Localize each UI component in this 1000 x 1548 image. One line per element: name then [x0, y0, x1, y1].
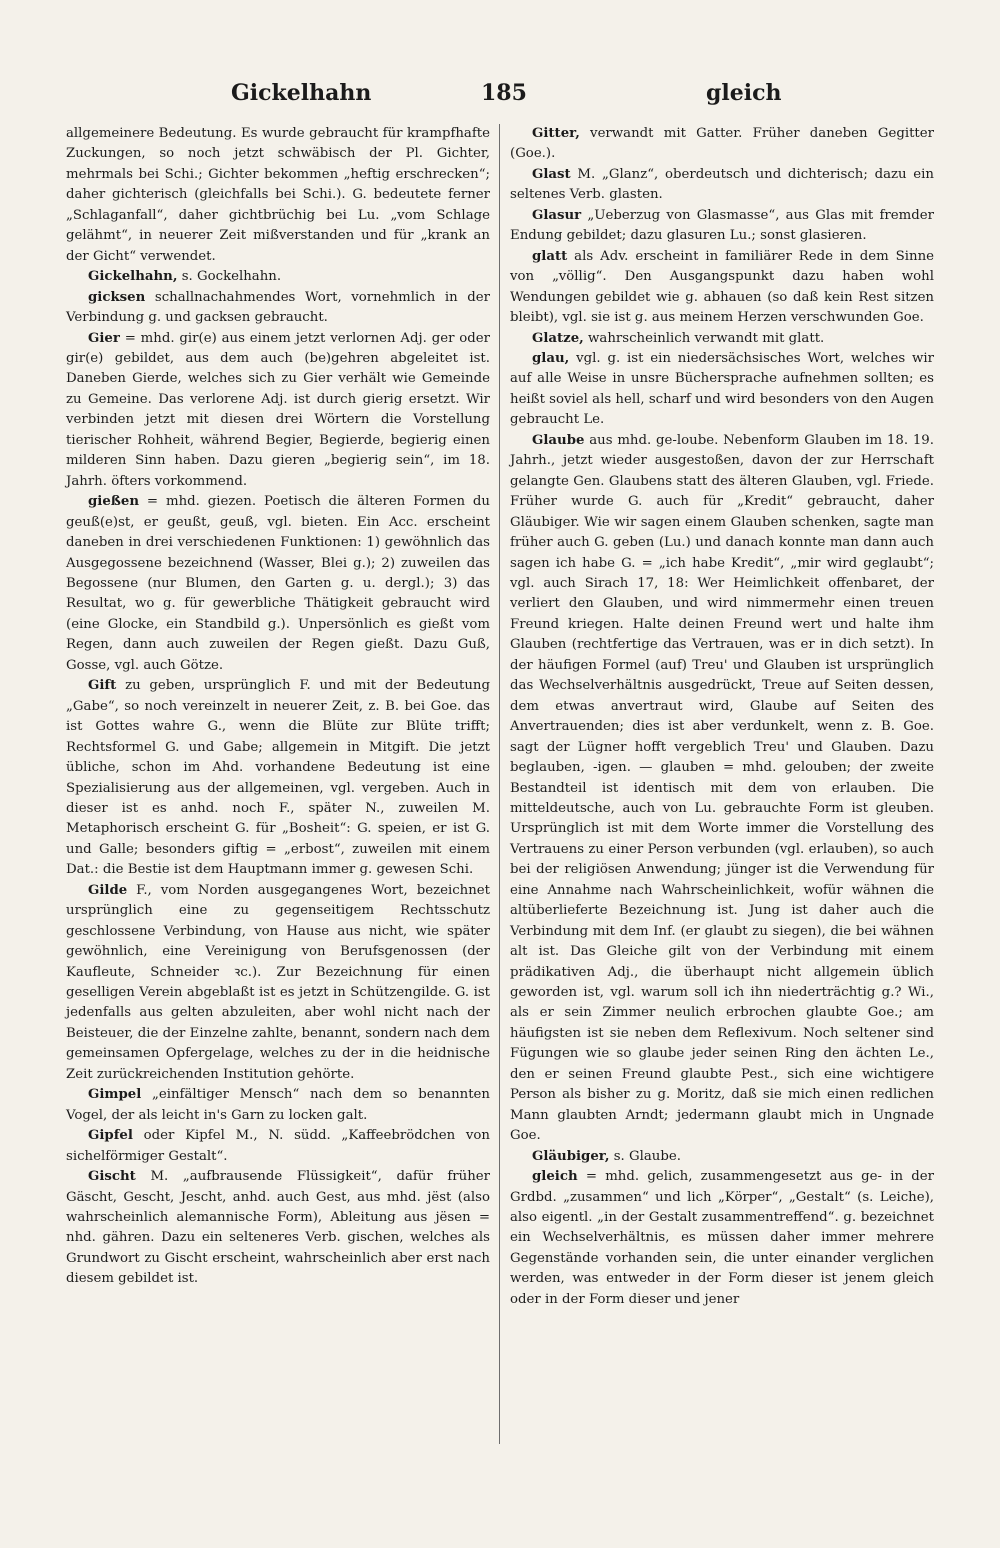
entry-giessen: gießen = mhd. giezen. Poetisch die älteren Formen du geuß(e)st, er geußt, geuß, vgl. bieten. Ein Acc. erscheint daneben in drei verschiedenen Funktionen: 1) gewöhnlich das Ausgegossene bezeichnend (Wasser, Blei g.); 2) zuweilen das Begossene (nur Blumen, den Garten g. u. dergl.); 3) das Resultat, wo g. für gewerbliche Thätigkeit gebraucht wird (eine Glocke, ein Standbild g.). Unpersönlich es gießt vom Regen, dann auch zuweilen der Regen gießt. Dazu Guß, Gosse, vgl. auch Götze.	[66, 494, 490, 673]
headword: Gickelhahn,	[88, 269, 178, 285]
left-column	[66, 124, 490, 1444]
headword: Glasur	[532, 207, 582, 223]
headword: glau,	[532, 350, 570, 366]
page-number: 185	[481, 80, 527, 106]
entry-glaeubiger: Gläubiger, s. Glaube.	[532, 1148, 681, 1164]
entry-glasur: Glasur „Ueberzug von Glasmasse“, aus Glas mit fremder Endung gebildet; dazu glasuren Lu.; sonst glasieren.	[510, 207, 934, 244]
entry-glast: Glast M. „Glanz“, oberdeutsch und dichterisch; dazu ein seltenes Verb. glasten.	[510, 166, 934, 203]
headword: gießen	[88, 494, 140, 510]
entry-gleich: gleich = mhd. gelich, zusammengesetzt aus ge- in der Grdbd. „zusammen“ und lich „Körper“, „Gestalt“ (s. Leiche), also eigentl. „in der Gestalt zusammentreffend“. g. bezeichnet ein Wechselverhältnis, es müssen daher immer mehrere Gegenstände vorhanden sein, die unter einander verglichen werden, was entweder in der Form dieser ist jenem gleich oder in der Form dieser und jener	[510, 1169, 934, 1307]
entry-gift: Gift zu geben, ursprünglich F. und mit der Bedeutung „Gabe“, so noch vereinzelt in neuerer Zeit, z. B. bei Goe. das ist Gottes wahre G., wenn die Blüte zur Blüte trifft; Rechtsformel G. und Gabe; allgemein in Mitgift. Die jetzt übliche, schon im Ahd. vorhandene Bedeutung ist eine Spezialisierung aus der allgemeinen, vgl. vergeben. Auch in dieser ist es anhd. noch F., später N., zuweilen M. Metaphorisch erscheint G. für „Bosheit“: G. speien, er ist G. und Galle; besonders giftig = „erbost“, zuweilen mit einem Dat.: die Bestie ist dem Hauptmann immer g. gewesen Schi.	[66, 678, 490, 878]
headword: Glatze,	[532, 330, 584, 346]
headword: Gilde	[88, 882, 128, 898]
entry-gimpel: Gimpel „einfältiger Mensch“ nach dem so benannten Vogel, der als leicht in's Garn zu locken galt.	[66, 1087, 490, 1123]
right-column	[510, 124, 934, 1444]
headword: gleich	[532, 1169, 578, 1185]
headword: Gitter,	[532, 126, 580, 141]
entry-continuation: allgemeinere Bedeutung. Es wurde gebraucht für krampfhafte Zuckungen, so noch jetzt schwäbisch der Pl. Gichter, mehrmals bei Schi.; Gichter bekommen „heftig erschrecken“; daher gichterisch (gleichfalls bei Schi.). G. bedeutete ferner „Schlaganfall“, daher gichtbrüchig bei Lu. „vom Schlage gelähmt“, in neuerer Zeit mißverstanden und für „krank an der Gicht“ verwendet.	[66, 126, 490, 264]
headword: Gipfel	[88, 1128, 133, 1144]
headword: glatt	[532, 248, 568, 264]
headword: gicksen	[88, 289, 146, 305]
headword: Gift	[88, 678, 117, 694]
column-divider	[499, 124, 500, 1444]
running-header	[66, 72, 934, 112]
entry-glatt: glatt als Adv. erscheint in familiärer Rede in dem Sinne von „völlig“. Den Ausgangspunkt dazu haben wohl Wendungen gebildet wie g. abhauen (so daß kein Rest sitzen bleibt), vgl. sie ist g. aus meinem Herzen verschwunden Goe.	[510, 248, 934, 326]
entry-gier: Gier = mhd. gir(e) aus einem jetzt verlornen Adj. ger oder gir(e) gebildet, aus dem auch (be)gehren abgeleitet ist. Daneben Gierde, welches sich zu Gier verhält wie Gemeinde zu Gemeine. Das verlorene Adj. ist durch gierig ersetzt. Wir verbinden jetzt mit diesen drei Wörtern die Vorstellung tierischer Rohheit, während Begier, Begierde, begierig einen milderen Sinn haben. Dazu gieren „begierig sein“, im 18. Jahrh. öfters vorkommend.	[66, 330, 490, 489]
entry-gilde: Gilde F., vom Norden ausgegangenes Wort, bezeichnet ursprünglich eine zu gegenseitigem Rechtsschutz geschlossene Verbindung, von Hause aus nicht, wie später gewöhnlich, eine Vereinigung von Berufsgenossen (der Kaufleute, Schneider ꝛc.). Zur Bezeichnung für einen geselligen Verein abgeblaßt ist es jetzt in Schützengilde. G. ist jedenfalls aus gelten abzuleiten, aber wohl nicht nach der Beisteuer, die der Einzelne zahlte, benannt, sondern nach dem gemeinsamen Opfergelage, welches zu der in die heidnische Zeit zurückreichenden Institution gehörte.	[66, 882, 490, 1082]
entry-gipfel: Gipfel oder Kipfel M., N. südd. „Kaffeebrödchen von sichelförmiger Gestalt“.	[66, 1128, 490, 1164]
header-right-word: gleich	[706, 80, 782, 106]
entry-glau: glau, vgl. g. ist ein niedersächsisches Wort, welches wir auf alle Weise in unsre Büchersprache aufnehmen sollten; es heißt soviel als hell, scharf und wird besonders von den Augen gebraucht Le.	[510, 350, 934, 428]
headword: Glaube	[532, 432, 585, 448]
entry-glaube: Glaube aus mhd. ge-loube. Nebenform Glauben im 18. 19. Jahrh., jetzt wieder ausgestoßen, davon der zur Herrschaft gelangte Gen. Glaubens statt des älteren Glauben, vgl. Friede. Früher wurde G. auch für „Kredit“ gebraucht, daher Gläubiger. Wie wir sagen einem Glauben schenken, sagte man früher auch G. geben (Lu.) und danach konnte man dann auch sagen ich habe G. = „ich habe Kredit“, „mir wird geglaubt“; vgl. auch Sirach 17, 18: Wer Heimlichkeit offenbaret, der verliert den Glauben, und wird nimmermehr einen treuen Freund kriegen. Halte deinen Freund wert und halte ihm Glauben (rechtfertige das Vertrauen, was er in dich setzt). In der häufigen Formel (auf) Treu' und Glauben ist ursprünglich das Wechselverhältnis ausgedrückt, Treue auf Seiten dessen, dem etwas anvertraut wird, Glaube auf Seiten des Anvertrauenden; dies ist aber verdunkelt, wenn z. B. Goe. sagt der Lügner hofft vergeblich Treu' und Glauben. Dazu beglauben, -igen. — glauben = mhd. gelouben; der zweite Bestandteil ist identisch mit dem von erlauben. Die mitteldeutsche, auch von Lu. gebrauchte Form ist gleuben. Ursprünglich ist mit dem Worte immer die Vorstellung des Vertrauens zu einer Person verbunden (vgl. erlauben), so auch bei der religiösen Anwendung; jünger ist die Verwendung für eine Annahme nach Wahrscheinlichkeit, wofür wähnen die altüberlieferte Bezeichnung ist. Jung ist daher auch die Verbindung mit dem Inf. (er glaubt zu siegen), die bei wähnen alt ist. Das Gleiche gilt von der Verbindung mit einem prädikativen Adj., die überhaupt nicht allgemein üblich geworden ist, vgl. warum soll ich ihn niederträchtig g.? Wi., als er sein Zimmer neulich erbrochen glaubte Goe.; am häufigsten ist sie neben dem Reflexivum. Noch seltener sind Fügungen wie so glaube jeder seinen Ring den ächten Le., den er seinen Freund glaubte Pest., sich eine wichtigere Person als bisher zu g. Moritz, daß sie mich einen redlichen Mann glaubten Arndt; jedermann glaubt mich in Ungnade Goe.	[510, 432, 934, 1144]
entry-gicksen: gicksen schallnachahmendes Wort, vornehmlich in der Verbindung g. und gacksen gebraucht.	[66, 289, 490, 326]
entry-gitter: Gitter, verwandt mit Gatter. Früher daneben Gegitter (Goe.).	[510, 126, 934, 162]
entry-gickelhahn: Gickelhahn, s. Gockelhahn.	[88, 269, 282, 285]
headword: Gimpel	[88, 1087, 142, 1103]
header-left-word: Gickelhahn	[231, 80, 372, 106]
headword: Gischt	[88, 1169, 136, 1185]
headword: Gier	[88, 330, 120, 346]
headword: Glast	[532, 166, 571, 182]
entry-glatze: Glatze, wahrscheinlich verwandt mit glatt.	[532, 330, 825, 346]
entry-gischt: Gischt M. „aufbrausende Flüssigkeit“, dafür früher Gäscht, Gescht, Jescht, anhd. auch Gest, aus mhd. jëst (also wahrscheinlich alemannische Form), Ableitung aus jësen = nhd. gähren. Dazu ein selteneres Verb. gischen, welches als Grundwort zu Gischt erscheint, wahrscheinlich aber erst nach diesem gebildet ist.	[66, 1169, 490, 1287]
headword: Gläubiger,	[532, 1148, 610, 1164]
